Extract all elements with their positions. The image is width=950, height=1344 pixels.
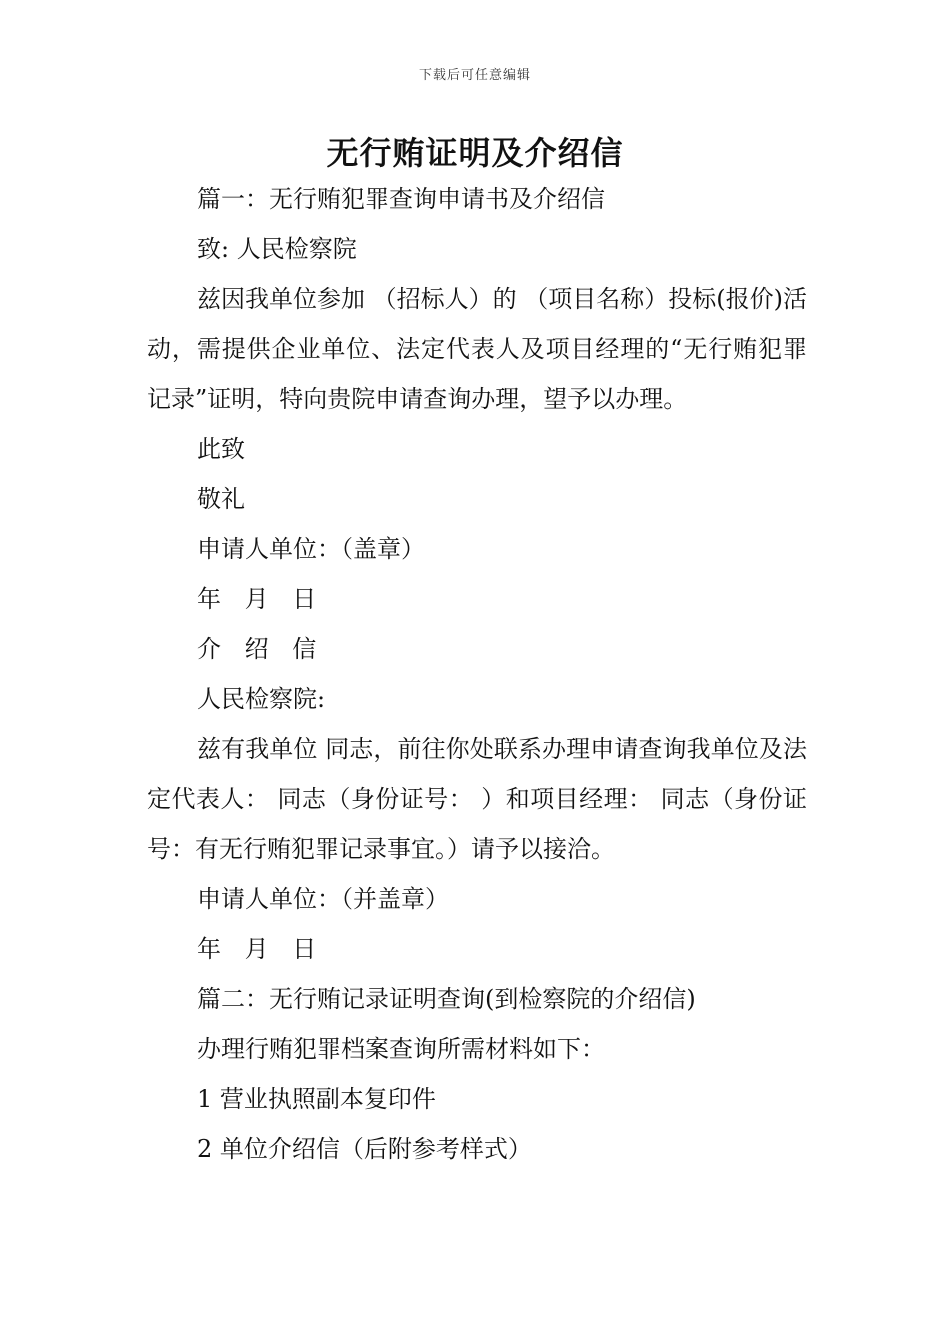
section-heading-part-two: 篇二：无行贿记录证明查询(到检察院的介绍信) (197, 985, 696, 1013)
applicant-unit-seal-2: 申请人单位：（并盖章） (197, 885, 449, 913)
materials-item-1: 1 营业执照副本复印件 (197, 1085, 436, 1113)
introduction-letter-addressee: 人民检察院: (197, 685, 326, 713)
date-line-2: 年 月 日 (197, 935, 325, 963)
document-title: 无行贿证明及介绍信 (326, 134, 624, 172)
materials-item-2: 2 单位介绍信（后附参考样式） (197, 1135, 532, 1163)
page-header-note: 下载后可任意编辑 (418, 68, 531, 83)
introduction-letter-heading: 介 绍 信 (197, 635, 325, 663)
closing-cizhi: 此致 (197, 435, 245, 463)
applicant-unit-seal: 申请人单位：（盖章） (197, 535, 425, 563)
letter-body-paragraph: 兹因我单位参加 （招标人）的 （项目名称）投标(报价)活动，需提供企业单位、法定代表人及项目经理的“无行贿犯罪记录”证明，特向贵院申请查询办理，望予以办理。 (147, 285, 807, 413)
section-heading-part-one: 篇一：无行贿犯罪查询申请书及介绍信 (197, 185, 605, 213)
introduction-letter-body: 兹有我单位 同志，前往你处联系办理申请查询我单位及法定代表人： 同志（身份证号： ）和项目经理： 同志（身份证号：有无行贿犯罪记录事宜。）请予以接洽。 (147, 735, 807, 863)
closing-jingli: 敬礼 (197, 485, 245, 513)
date-line: 年 月 日 (197, 585, 325, 613)
materials-intro: 办理行贿犯罪档案查询所需材料如下： (197, 1035, 605, 1063)
document-body (147, 174, 807, 1174)
letter-addressee: 致: 人民检察院 (197, 235, 357, 263)
